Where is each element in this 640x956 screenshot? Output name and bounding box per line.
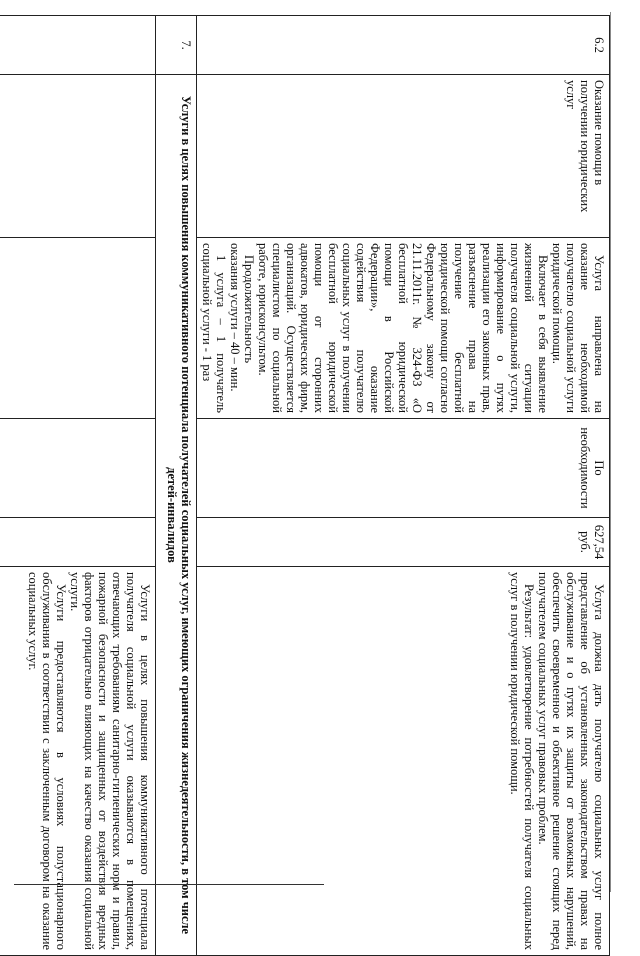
- quality-paragraph: Результат: удовлетворение потребностей получателя социальных услуг в получении юридической помощи.: [508, 572, 536, 950]
- cell-empty: [0, 419, 156, 518]
- note-paragraph: Услуги в целях повышения коммуникативного потенциала получателя социальной услуги оказываются в помещениях, отвечающих требованиям санитарно-гигиенических норм и правил, пожарной безопасности и защищенных от воздействия вредных факторов отрицательно влияющих на качество оказания социальной услуги.: [68, 572, 152, 950]
- rotated-table-container: [26, 15, 610, 950]
- table-row-6-2: [197, 16, 610, 956]
- description-paragraph: Продолжительность оказания услуги – 40 – мин.: [228, 243, 256, 392]
- cell-service-description: [197, 238, 610, 419]
- signature-line: [14, 884, 324, 885]
- cell-empty: [0, 75, 156, 238]
- section-title: Услуги в целях повышения коммуникативного потенциала получателей социальных услуг, имеющих ограничения жизнедеятельности, в том числе детей-инвалидов: [156, 75, 197, 956]
- services-table: [0, 15, 610, 956]
- description-paragraph: Включает в себя выявление жизненной ситуации получателя социальной услуги, информирование о путях реализации его законных прав, разъяснение права на получение бесплатной юридической помощи согласно Федеральному закону от 21.11.2011г. № 324-ФЗ «О бесплатной юридической помощи в Российской Федерации», оказание содействия получателю социальных услуг в получении бесплатной юридической помощи от сторонних адвокатов, юридических фирм, организаций. Осуществляется специалистом по социальной работе, юрисконсультом.: [256, 243, 550, 413]
- service-name-text: Оказание помощи в получении юридических услуг: [564, 80, 606, 213]
- table-row-section-7-note: [0, 16, 156, 956]
- note-paragraph: Услуги предоставляются в условиях полустационарного обслуживания в соответствии с заключенным договором на оказание социальных услуг.: [26, 572, 68, 950]
- cell-empty: [0, 238, 156, 419]
- description-paragraph: Услуга направлена на оказание необходимой получателю социальной услуги юридической помощи.: [550, 243, 606, 413]
- description-paragraph: 1 услуга – 1 получатель социальной услуги - 1 раз: [200, 243, 228, 413]
- quality-paragraph: Услуга должна дать получателю социальных услуг полное представление об установленных законодательством правах на обслуживание и о путях их защиты от возможных нарушений, обеспечить своевременное и объективное решение стоящих перед получателем социальных услуг правовых проблем.: [536, 572, 606, 950]
- page-edge-line: [610, 12, 611, 892]
- cell-number: 6.2: [197, 16, 610, 75]
- cell-service-name: [197, 75, 610, 238]
- cell-quality-indicators: [197, 567, 610, 956]
- cell-section-number: 7.: [156, 16, 197, 75]
- cell-section-note: [0, 567, 156, 956]
- cell-price: 627,54 руб.: [197, 518, 610, 567]
- cell-empty: [0, 518, 156, 567]
- cell-empty: [0, 16, 156, 75]
- table-row-section-7: [156, 16, 197, 956]
- cell-term: По необходимости: [197, 419, 610, 518]
